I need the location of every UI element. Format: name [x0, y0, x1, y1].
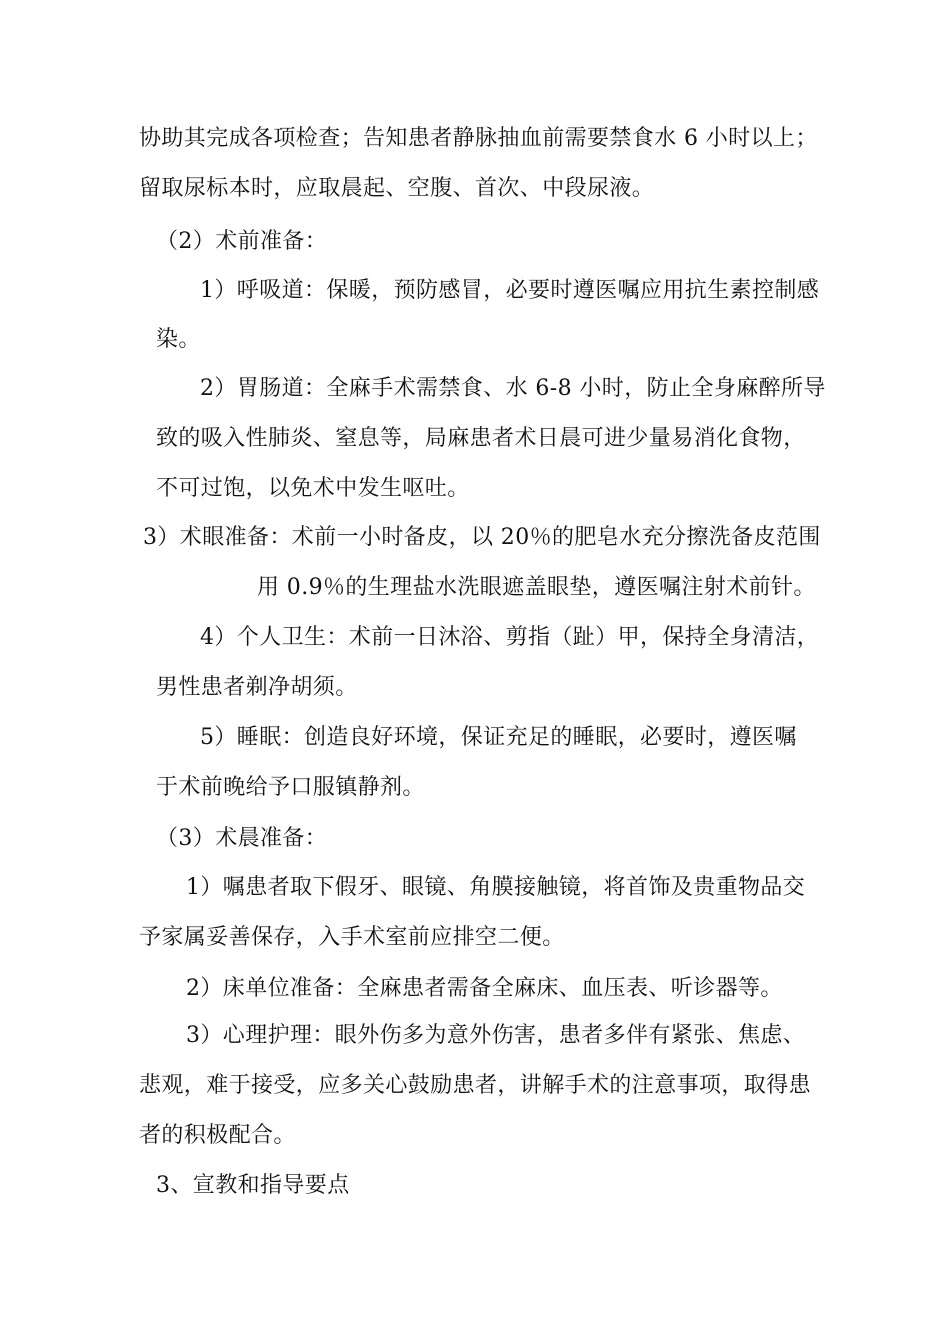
text-line: 于术前晚给予口服镇静剂。	[156, 775, 425, 800]
text-line: 留取尿标本时，应取晨起、空腹、首次、中段尿液。	[139, 176, 655, 201]
section-heading: 3、宣教和指导要点	[156, 1173, 350, 1198]
text-line: 5）睡眠：创造良好环境，保证充足的睡眠，必要时，遵医嘱	[200, 725, 797, 750]
text-line: 不可过饱，以免术中发生呕吐。	[156, 476, 470, 501]
text-line: 2）胃肠道：全麻手术需禁食、水 6-8 小时，防止全身麻醉所导	[200, 376, 826, 401]
text-line: 3）术眼准备：术前一小时备皮，以 20％的肥皂水充分擦洗备皮范围	[143, 525, 821, 550]
text-line: 4）个人卫生：术前一日沐浴、剪指（趾）甲，保持全身清洁，	[200, 625, 820, 650]
text-line: 染。	[156, 327, 201, 352]
text-line: 用 0.9％的生理盐水洗眼遮盖眼垫，遵医嘱注射术前针。	[257, 575, 816, 600]
text-line: 协助其完成各项检查；告知患者静脉抽血前需要禁食水 6 小时以上；	[139, 126, 818, 151]
text-line: 男性患者剃净胡须。	[156, 675, 358, 700]
section-heading: （3）术晨准备：	[156, 826, 328, 851]
section-heading: （2）术前准备：	[156, 229, 328, 254]
text-line: 予家属妥善保存，入手术室前应排空二便。	[139, 925, 565, 950]
text-line: 1）呼吸道：保暖，预防感冒，必要时遵医嘱应用抗生素控制感	[200, 278, 820, 303]
text-line: 悲观，难于接受，应多关心鼓励患者，讲解手术的注意事项，取得患	[139, 1073, 812, 1098]
text-line: 1）嘱患者取下假牙、眼镜、角膜接触镜，将首饰及贵重物品交	[186, 875, 806, 900]
text-line: 3）心理护理：眼外伤多为意外伤害，患者多伴有紧张、焦虑、	[186, 1023, 806, 1048]
text-line: 2）床单位准备：全麻患者需备全麻床、血压表、听诊器等。	[186, 976, 783, 1001]
text-line: 者的积极配合。	[139, 1123, 296, 1148]
text-line: 致的吸入性肺炎、窒息等，局麻患者术日晨可进少量易消化食物，	[156, 426, 806, 451]
